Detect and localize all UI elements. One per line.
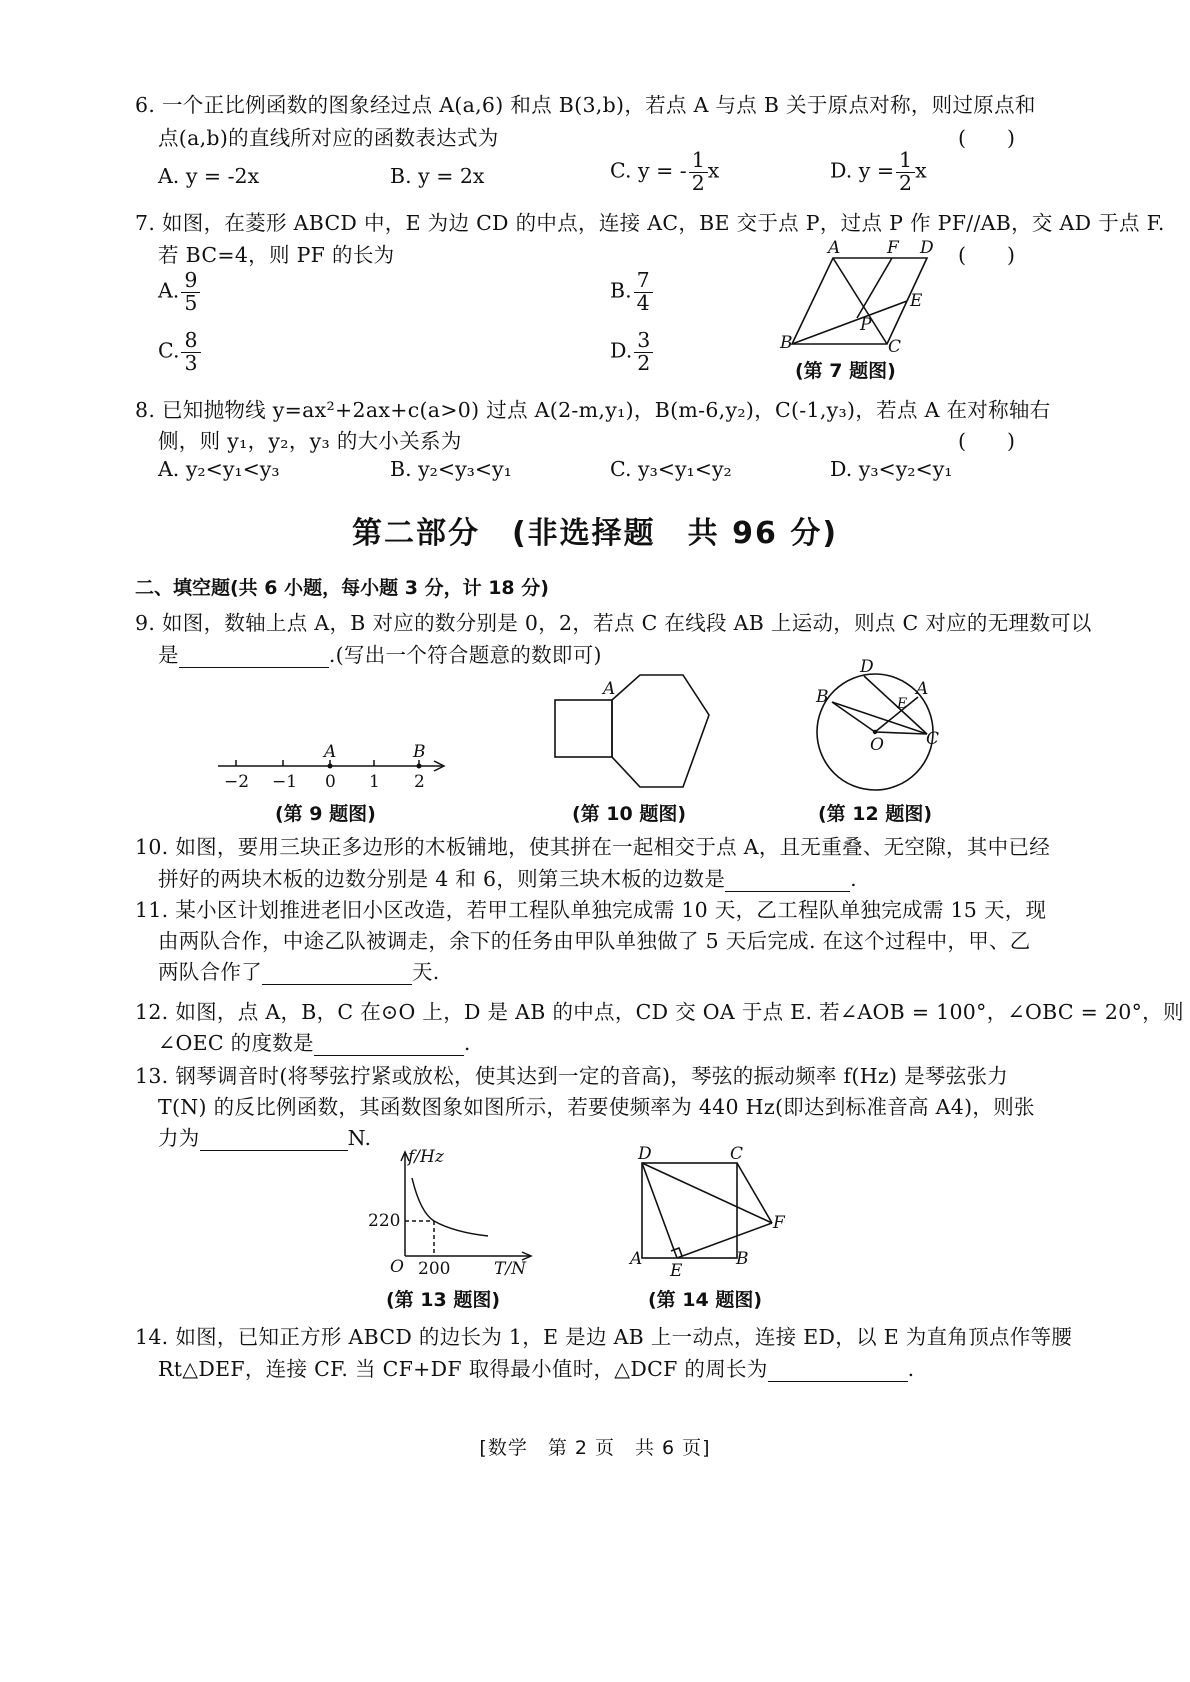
q11-line3: 两队合作了 天. (158, 960, 440, 984)
q12-label-o: O (870, 735, 884, 755)
q9-line2: 是 .(写出一个符合题意的数即可) (158, 643, 602, 667)
q6-option-c: C. y = - $\frac{1}{2}$ x (610, 148, 720, 195)
q8-option-d: D. y₃<y₂<y₁ (830, 457, 953, 481)
q8-line2: 侧，则 y₁，y₂，y₃ 的大小关系为 (158, 429, 462, 453)
q12-label-c: C (926, 729, 940, 749)
q10-caption: (第 10 题图) (572, 803, 687, 825)
q8-line1: 8. 已知抛物线 y=ax²+2ax+c(a>0) 过点 A(2-m,y₁)，B(m-6,y₂)，C(-1,y₃)，若点 A 在对称轴右 (135, 398, 1051, 422)
q9-tick-label: 1 (369, 772, 380, 792)
q12-label-e: E (897, 696, 908, 712)
q7-option-c: C. $\frac{8}{3}$ (158, 330, 201, 374)
q8-option-a: A. y₂<y₁<y₃ (158, 457, 280, 481)
q9-tick-label: 2 (414, 772, 425, 792)
q6-answer-paren: ( ) (958, 126, 1015, 150)
q12-answer-blank[interactable] (314, 1055, 464, 1056)
q11-line1: 11. 某小区计划推进老旧小区改造，若甲工程队单独完成需 10 天，乙工程队单独完成需 15 天，现 (135, 898, 1047, 922)
q14-label-e: E (670, 1261, 683, 1281)
q7-line1: 7. 如图，在菱形 ABCD 中，E 为边 CD 的中点，连接 AC，BE 交于点 P，过点 P 作 PF//AB，交 AD 于点 F. (135, 211, 1165, 235)
q9-number-line-figure (210, 740, 460, 800)
q13-line2: T(N) 的反比例函数，其函数图象如图所示，若要使频率为 440 Hz(即达到标准音高 A4)，则张 (158, 1095, 1035, 1119)
q9-line1: 9. 如图，数轴上点 A，B 对应的数分别是 0，2，若点 C 在线段 AB 上运动，则点 C 对应的无理数可以 (135, 611, 1092, 635)
q13-origin-label: O (390, 1257, 404, 1277)
q14-square-figure (620, 1144, 790, 1281)
q12-label-b: B (816, 687, 829, 707)
q14-label-a: A (630, 1249, 643, 1269)
q7-label-a: A (828, 238, 841, 258)
q9-tick-label: −2 (224, 772, 250, 792)
q12-caption: (第 12 题图) (818, 803, 933, 825)
part2-title: 第二部分 (非选择题 共 96 分) (351, 516, 839, 551)
q9-point-a-label: A (324, 742, 337, 762)
q10-line2: 拼好的两块木板的边数分别是 4 和 6，则第三块木板的边数是 . (158, 867, 857, 891)
q12-circle-figure (810, 657, 950, 797)
q6-line1: 6. 一个正比例函数的图象经过点 A(a,6) 和点 B(3,b)，若点 A 与点 B 关于原点对称，则过原点和 (135, 93, 1036, 117)
q12-label-d: D (860, 657, 874, 677)
fill-section-heading: 二、填空题(共 6 小题，每小题 3 分，计 18 分) (135, 577, 549, 599)
q10-line1: 10. 如图，要用三块正多边形的木板铺地，使其拼在一起相交于点 A，且无重叠、无空隙，其中已经 (135, 835, 1051, 859)
q14-caption: (第 14 题图) (648, 1289, 763, 1311)
q9-tick-label: 0 (325, 772, 336, 792)
q10-point-a-label: A (603, 679, 616, 699)
q10-square-hexagon-figure (545, 670, 725, 795)
q13-y-tick-label: 220 (368, 1211, 401, 1231)
q14-label-d: D (638, 1144, 652, 1164)
q7-option-d: D. $\frac{3}{2}$ (610, 330, 653, 374)
q14-label-f: F (773, 1213, 785, 1233)
q6-option-b: B. y = 2x (390, 164, 485, 188)
q6-line2: 点(a,b)的直线所对应的函数表达式为 (158, 126, 499, 150)
q13-caption: (第 13 题图) (386, 1289, 501, 1311)
q7-label-b: B (780, 333, 793, 353)
q8-answer-paren: ( ) (958, 429, 1015, 453)
q10-answer-blank[interactable] (725, 891, 850, 892)
q14-label-b: B (736, 1249, 749, 1269)
q9-point-b-label: B (413, 742, 426, 762)
q13-line3: 力为 N. (158, 1126, 372, 1150)
q6-option-d: D. y = $\frac{1}{2}$ x (830, 148, 927, 195)
q13-xlabel: T/N (494, 1259, 526, 1279)
q7-answer-paren: ( ) (958, 243, 1015, 267)
q7-label-d: D (920, 238, 934, 258)
q14-line1: 14. 如图，已知正方形 ABCD 的边长为 1，E 是边 AB 上一动点，连接 ED，以 E 为直角顶点作等腰 (135, 1325, 1073, 1349)
q7-caption: (第 7 题图) (795, 360, 896, 382)
q9-tick-label: −1 (272, 772, 298, 792)
q8-option-b: B. y₂<y₃<y₁ (390, 457, 512, 481)
q13-answer-blank[interactable] (200, 1150, 348, 1151)
q6-option-a: A. y = -2x (158, 164, 260, 188)
q7-option-b: B. $\frac{7}{4}$ (610, 270, 653, 314)
q7-label-p: P (860, 315, 872, 335)
q13-ylabel: f/Hz (408, 1147, 444, 1167)
q7-line2: 若 BC=4，则 PF 的长为 (158, 243, 395, 267)
q7-label-c: C (888, 337, 902, 357)
page-footer: [数学 第 2 页 共 6 页] (479, 1437, 711, 1459)
q14-line2: Rt△DEF，连接 CF. 当 CF+DF 取得最小值时，△DCF 的周长为 . (158, 1357, 915, 1381)
q11-line2: 由两队合作，中途乙队被调走，余下的任务由甲队单独做了 5 天后完成. 在这个过程中，甲、乙 (158, 929, 1031, 953)
q12-label-a: A (916, 679, 929, 699)
q11-answer-blank[interactable] (262, 984, 412, 985)
q13-inverse-function-graph (360, 1148, 540, 1278)
q13-x-tick-label: 200 (418, 1259, 451, 1279)
q8-option-c: C. y₃<y₁<y₂ (610, 457, 732, 481)
q13-line1: 13. 钢琴调音时(将琴弦拧紧或放松，使其达到一定的音高)，琴弦的振动频率 f(Hz) 是琴弦张力 (135, 1064, 1009, 1088)
q9-caption: (第 9 题图) (275, 803, 376, 825)
q7-rhombus-figure (770, 236, 950, 356)
q12-line2: ∠OEC 的度数是 . (158, 1031, 471, 1055)
q14-label-c: C (730, 1144, 744, 1164)
q12-line1: 12. 如图，点 A，B，C 在⊙O 上，D 是 AB 的中点，CD 交 OA 于点 E. 若∠AOB = 100°，∠OBC = 20°，则 (135, 1000, 1184, 1024)
q7-label-e: E (910, 291, 923, 311)
q7-option-a: A. $\frac{9}{5}$ (158, 270, 200, 314)
q9-answer-blank[interactable] (179, 667, 329, 668)
q14-answer-blank[interactable] (768, 1381, 908, 1382)
q7-label-f: F (887, 238, 899, 258)
